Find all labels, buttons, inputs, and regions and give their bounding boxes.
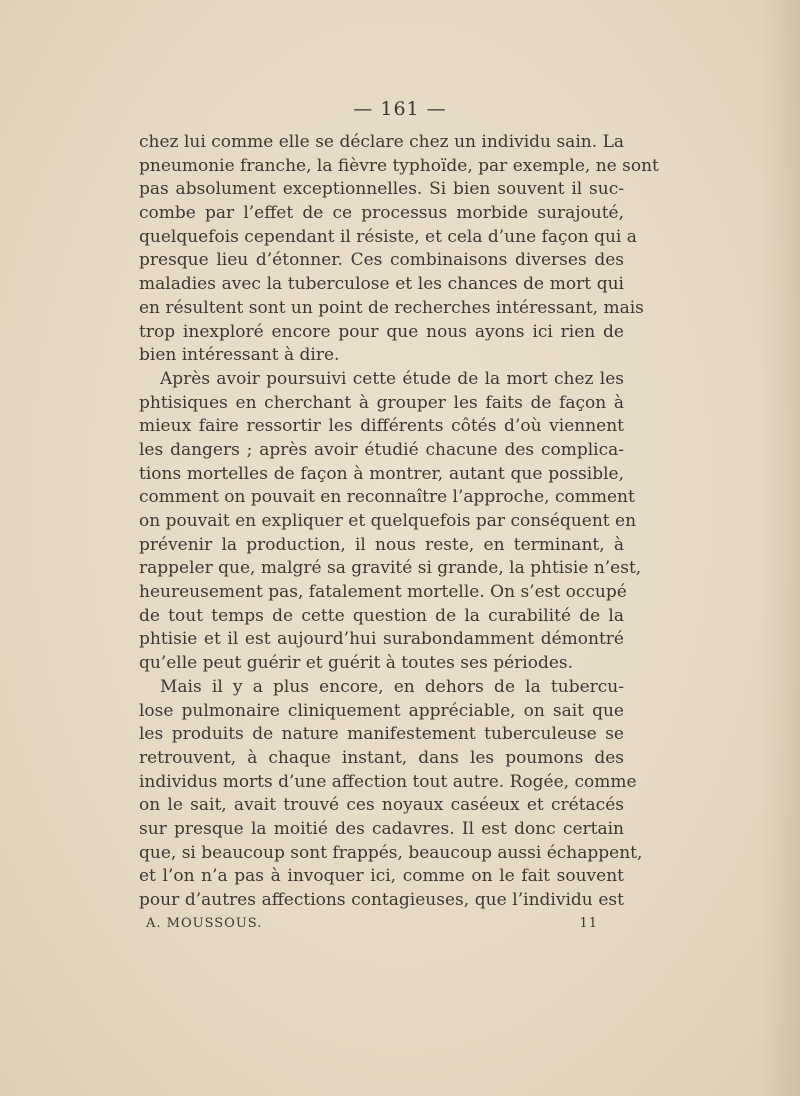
text-line: phtisiques en cherchant à grouper les faits de façon à: [139, 392, 624, 413]
text-line: phtisie et il est aujourd’hui surabondamment démontré: [139, 629, 624, 650]
text-line: les produits de nature manifestement tuberculeuse se: [139, 724, 624, 745]
text-line: presque lieu d’étonner. Ces combinaisons diverses des: [139, 250, 624, 271]
text-line: en résultent sont un point de recherches intéressant, mais: [139, 297, 644, 318]
footer-author: A. MOUSSOUS.: [146, 916, 263, 931]
text-line: on pouvait en expliquer et quelquefois par conséquent en: [139, 511, 637, 531]
text-line: tions mortelles de façon à montrer, autant que possible,: [139, 463, 624, 484]
text-line: pneumonie franche, la fièvre typhoïde, par exemple, ne sont: [139, 155, 659, 176]
text-line: maladies avec la tuberculose et les chances de mort qui: [139, 274, 624, 295]
text-line: retrouvent, à chaque instant, dans les poumons des: [139, 747, 624, 768]
text-line: individus morts d’une affection tout autre. Rogée, comme: [139, 771, 637, 792]
text-line: Après avoir poursuivi cette étude de la mort chez les: [160, 368, 624, 389]
text-line: Mais il y a plus encore, en dehors de la tubercu-: [160, 676, 624, 697]
text-line: bien intéressant à dire.: [139, 345, 340, 366]
text-line: sur presque la moitié des cadavres. Il est donc certain: [139, 818, 624, 839]
text-line: qu’elle peut guérir et guérit à toutes ses périodes.: [139, 653, 574, 674]
text-line: quelquefois cependant il résiste, et cela d’une façon qui a: [139, 226, 637, 247]
page-edge-shadow: [760, 0, 800, 1096]
text-line: et l’on n’a pas à invoquer ici, comme on le fait souvent: [139, 866, 624, 887]
text-line: trop inexploré encore pour que nous ayons ici rien de: [139, 321, 624, 342]
text-line: prévenir la production, il nous reste, en terminant, à: [139, 534, 624, 555]
text-line: mieux faire ressortir les différents côtés d’où viennent: [139, 416, 624, 437]
body-text: [139, 131, 659, 913]
text-line: pas absolument exceptionnelles. Si bien souvent il suc-: [139, 179, 624, 200]
text-line: que, si beaucoup sont frappés, beaucoup aussi échappent,: [139, 842, 643, 863]
text-line: combe par l’effet de ce processus morbide surajouté,: [139, 203, 624, 224]
text-line: rappeler que, malgré sa gravité si grande, la phtisie n’est,: [139, 558, 642, 579]
text-line: on le sait, avait trouvé ces noyaux caséeux et crétacés: [139, 795, 624, 816]
text-line: de tout temps de cette question de la curabilité de la: [139, 605, 624, 626]
text-line: lose pulmonaire cliniquement appréciable, on sait que: [139, 700, 624, 721]
text-line: chez lui comme elle se déclare chez un individu sain. La: [139, 132, 624, 152]
footer-signature: 11: [579, 916, 598, 931]
text-line: heureusement pas, fatalement mortelle. On s’est occupé: [139, 582, 627, 603]
page-number: — 161 —: [353, 98, 447, 120]
text-line: pour d’autres affections contagieuses, que l’individu est: [139, 890, 624, 910]
text-line: les dangers ; après avoir étudié chacune des complica-: [139, 439, 624, 460]
text-line: comment on pouvait en reconnaître l’approche, comment: [139, 487, 635, 508]
